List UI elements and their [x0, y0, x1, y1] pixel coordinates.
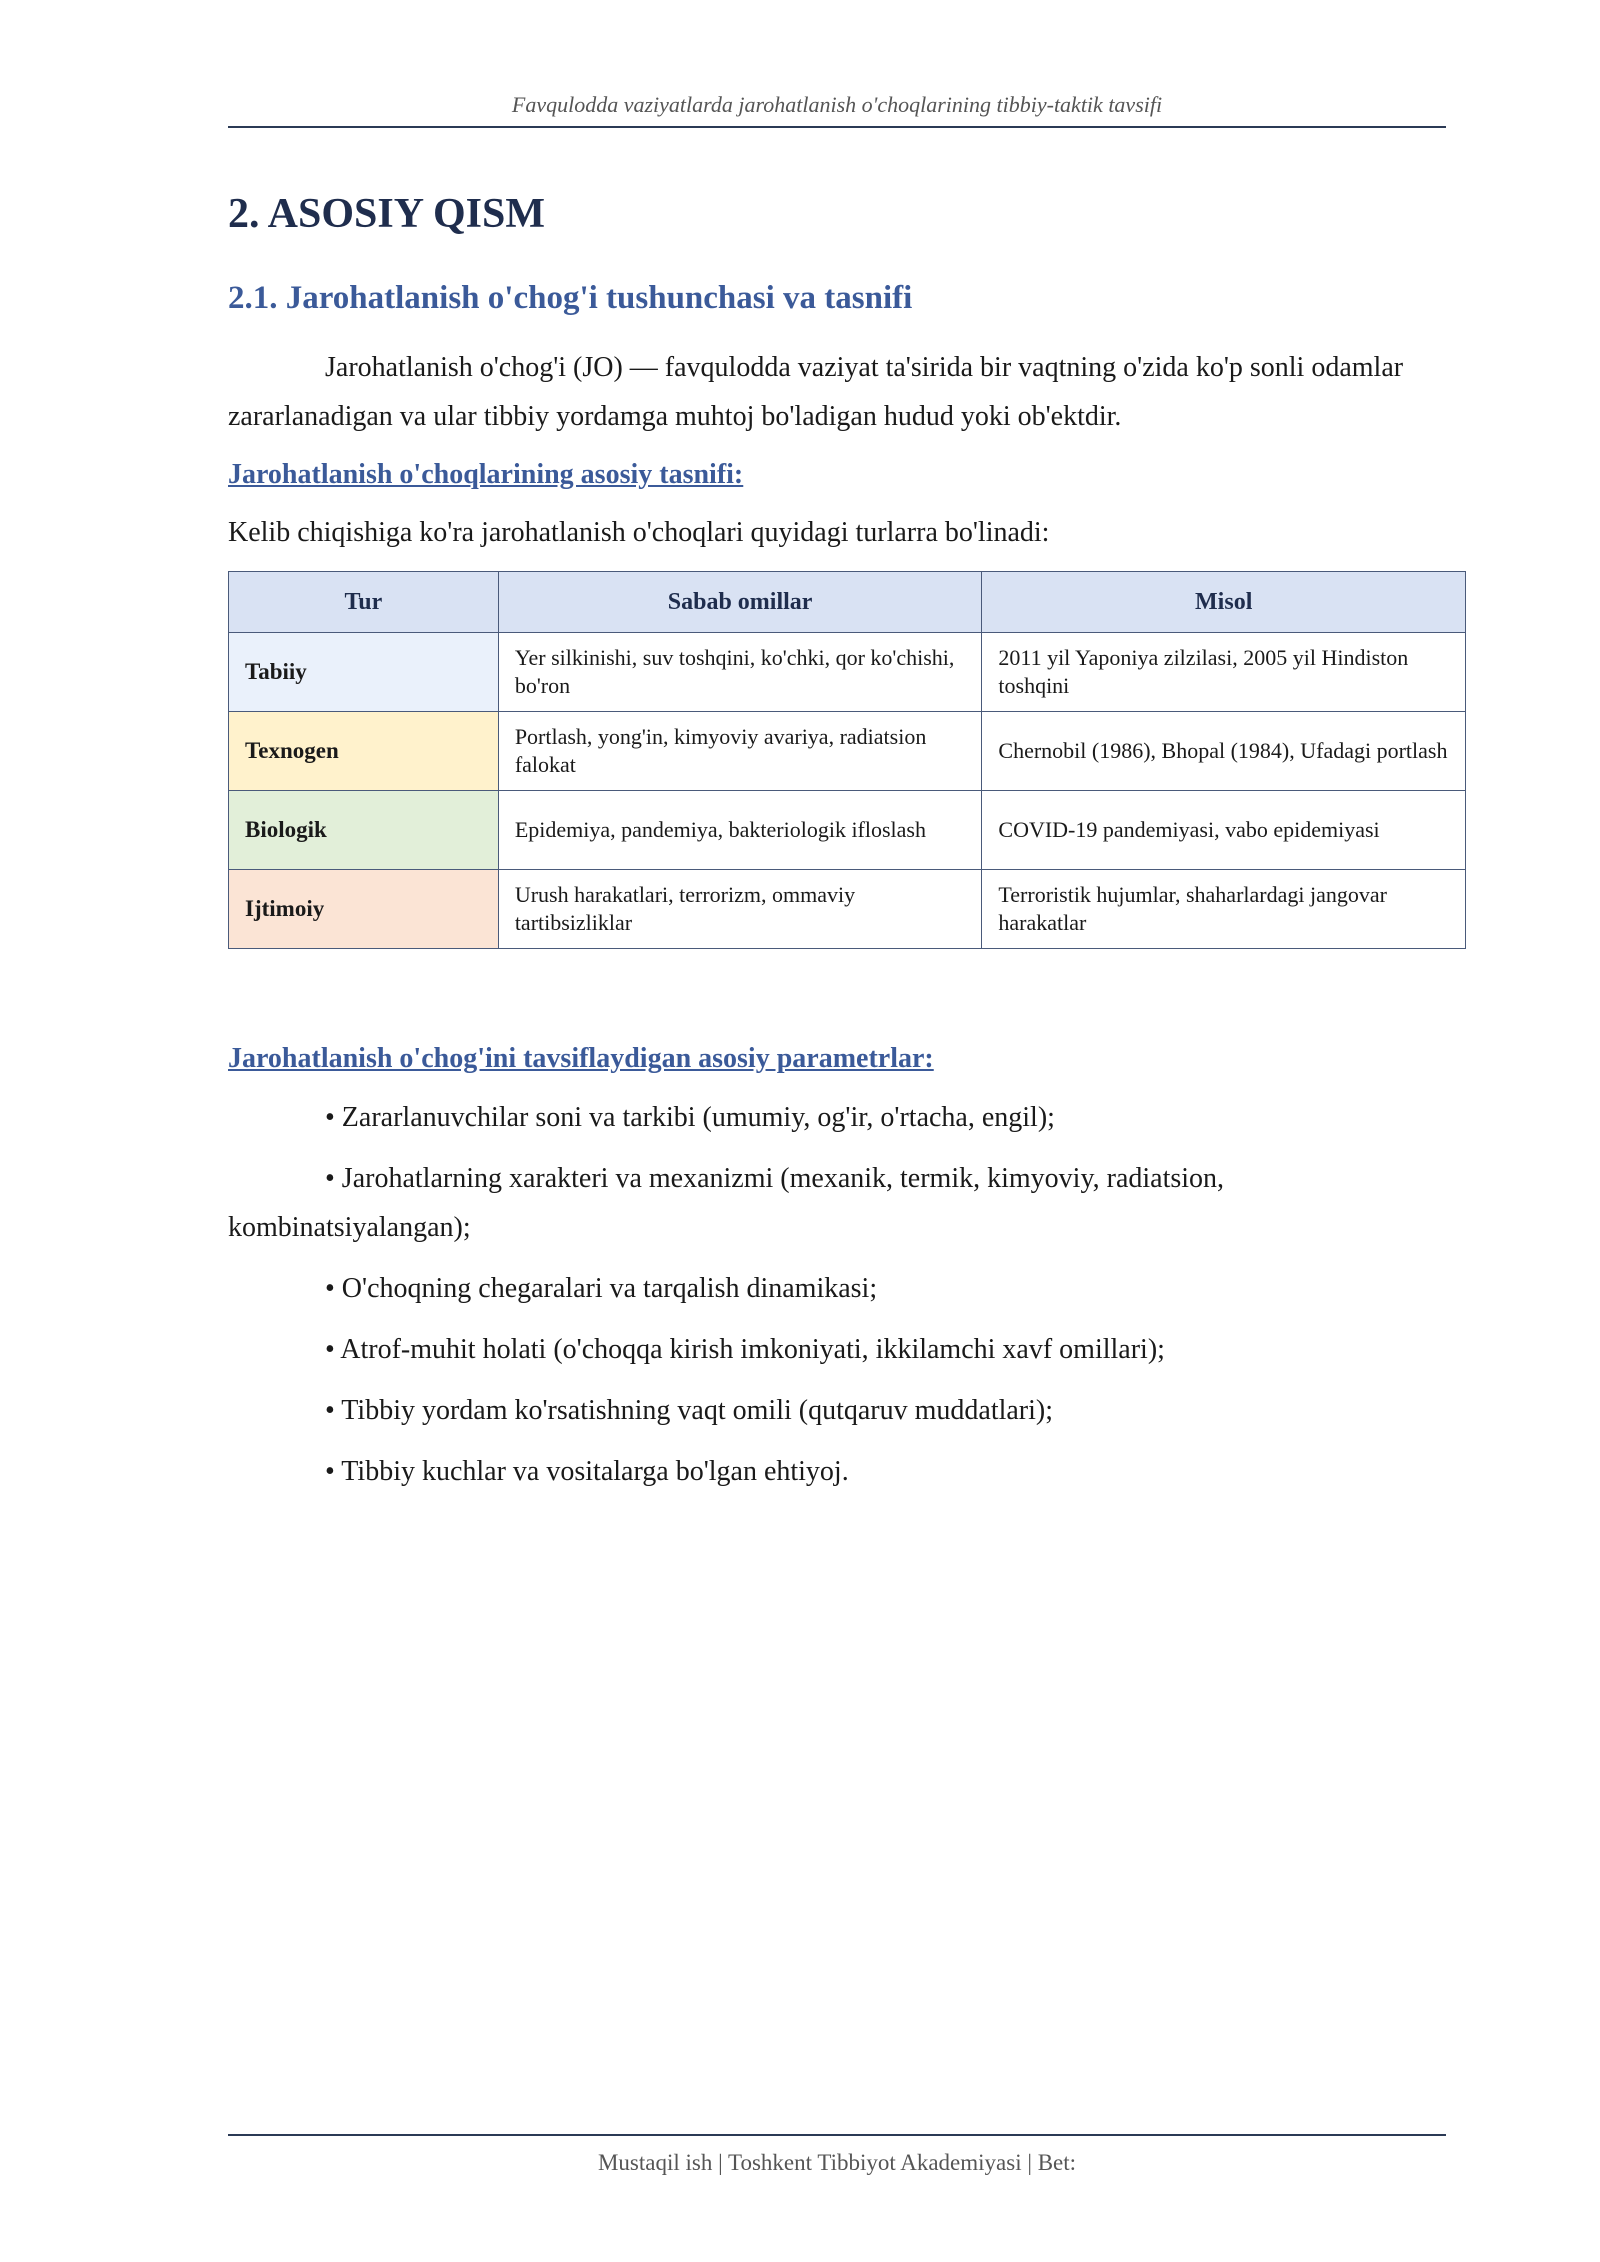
parameters-heading: Jarohatlanish o'chog'ini tavsiflaydigan asosiy parametrlar: — [228, 1043, 934, 1074]
page-footer: Mustaqil ish | Toshkent Tibbiyot Akademiyasi | Bet: — [228, 2134, 1446, 2176]
cell-type: Tabiiy — [229, 633, 499, 712]
table-row — [229, 791, 1466, 870]
column-header-type: Tur — [229, 572, 499, 633]
column-header-example: Misol — [982, 572, 1466, 633]
page-header: Favqulodda vaziyatlarda jarohatlanish o'choqlarining tibbiy-taktik tavsifi — [228, 92, 1446, 128]
cell-causes: Urush harakatlari, terrorizm, ommaviy tartibsizliklar — [498, 870, 982, 949]
list-item: • Atrof-muhit holati (o'choqqa kirish imkoniyati, ikkilamchi xavf omillari); — [325, 1334, 1165, 1365]
cell-example: COVID-19 pandemiyasi, vabo epidemiyasi — [982, 791, 1466, 870]
cell-type: Ijtimoiy — [229, 870, 499, 949]
cell-example: 2011 yil Yaponiya zilzilasi, 2005 yil Hindiston toshqini — [982, 633, 1466, 712]
cell-causes: Portlash, yong'in, kimyoviy avariya, radiatsion falokat — [498, 712, 982, 791]
cell-causes: Epidemiya, pandemiya, bakteriologik ifloslash — [498, 791, 982, 870]
list-item: • Jarohatlarning xarakteri va mexanizmi (mexanik, termik, kimyoviy, radiatsion, kombinatsiyalangan); — [228, 1163, 1225, 1243]
main-content — [228, 190, 1466, 1508]
intro-paragraph: Jarohatlanish o'chog'i (JO) — favqulodda vaziyat ta'sirida bir vaqtning o'zida ko'p sonli odamlar zararlanadigan va ular tibbiy yordamga muhtoj bo'ladigan hudud yoki ob'ektdir. — [228, 352, 1404, 432]
table-row — [229, 633, 1466, 712]
cell-type: Texnogen — [229, 712, 499, 791]
table-row — [229, 712, 1466, 791]
cell-causes: Yer silkinishi, suv toshqini, ko'chki, qor ko'chishi, bo'ron — [498, 633, 982, 712]
classification-lead: Kelib chiqishiga ko'ra jarohatlanish o'choqlari quyidagi turlarra bo'linadi: — [228, 517, 1050, 548]
table-header-row — [229, 572, 1466, 633]
parameters-list — [228, 1093, 1466, 1496]
classification-table — [228, 571, 1466, 949]
list-item: • O'choqning chegaralari va tarqalish dinamikasi; — [325, 1273, 878, 1304]
list-item: • Tibbiy yordam ko'rsatishning vaqt omili (qutqaruv muddatlari); — [325, 1395, 1054, 1426]
subsection-title: 2.1. Jarohatlanish o'chog'i tushunchasi va tasnifi — [228, 280, 913, 316]
cell-example: Chernobil (1986), Bhopal (1984), Ufadagi portlash — [982, 712, 1466, 791]
list-item: • Zararlanuvchilar soni va tarkibi (umumiy, og'ir, o'rtacha, engil); — [325, 1102, 1055, 1133]
section-title: 2. ASOSIY QISM — [228, 191, 546, 237]
cell-type: Biologik — [229, 791, 499, 870]
column-header-causes: Sabab omillar — [498, 572, 982, 633]
classification-heading: Jarohatlanish o'choqlarining asosiy tasnifi: — [228, 459, 744, 490]
table-row — [229, 870, 1466, 949]
list-item: • Tibbiy kuchlar va vositalarga bo'lgan ehtiyoj. — [325, 1456, 849, 1487]
cell-example: Terroristik hujumlar, shaharlardagi jangovar harakatlar — [982, 870, 1466, 949]
